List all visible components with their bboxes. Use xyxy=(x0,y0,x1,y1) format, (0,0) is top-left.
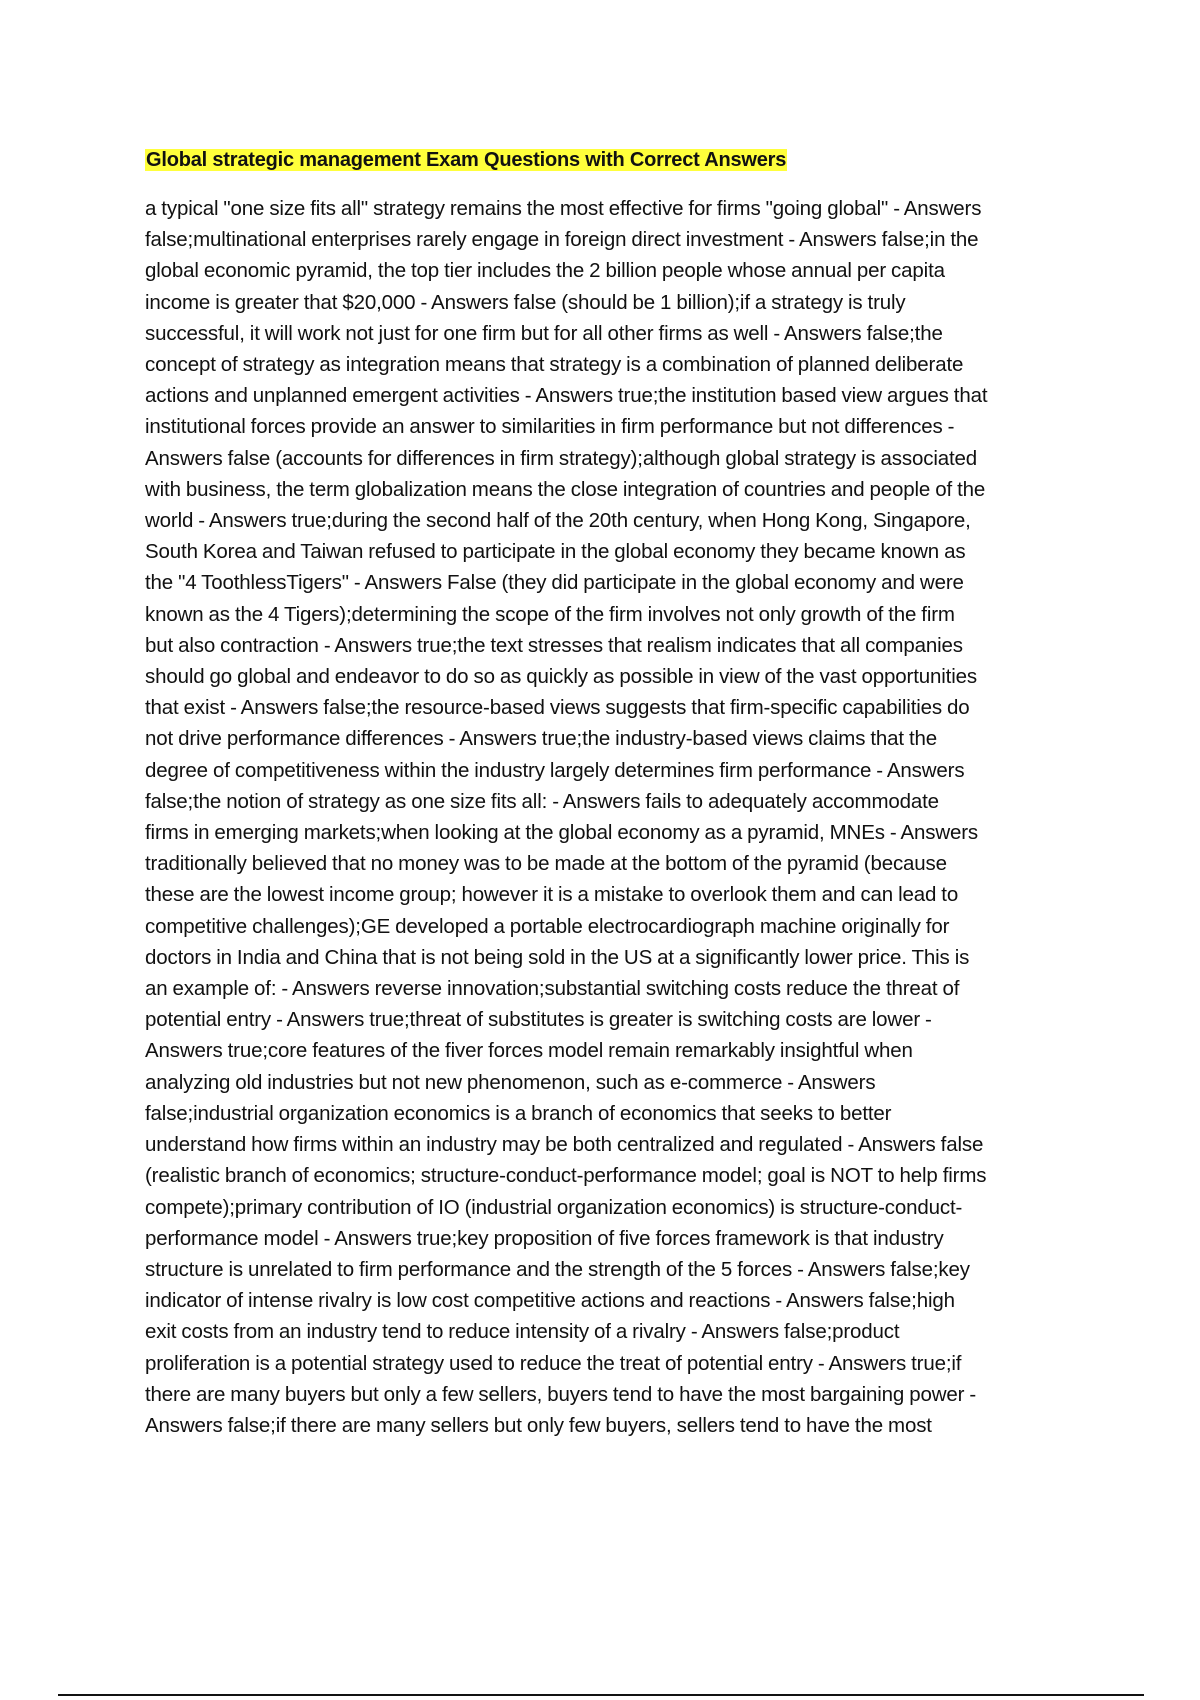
body-text-line: there are many buyers but only a few sellers, buyers tend to have the most bargaining power - xyxy=(145,1382,977,1406)
body-text-line: performance model - Answers true;key proposition of five forces framework is that industry xyxy=(145,1226,944,1250)
body-text-line: world - Answers true;during the second half of the 20th century, when Hong Kong, Singapore, xyxy=(145,509,971,533)
document-title: Global strategic management Exam Questions with Correct Answers xyxy=(146,149,787,171)
body-text-line: exit costs from an industry tend to reduce intensity of a rivalry - Answers false;product xyxy=(145,1320,900,1344)
title-container xyxy=(145,145,1085,175)
body-text-line: should go global and endeavor to do so as quickly as possible in view of the vast opportunities xyxy=(145,665,977,689)
body-text-line: Answers false (accounts for differences in firm strategy);although global strategy is associated xyxy=(145,446,978,470)
body-text-line: false;multinational enterprises rarely engage in foreign direct investment - Answers false;in the xyxy=(145,228,979,252)
body-text-line: Answers false;if there are many sellers but only few buyers, sellers tend to have the most xyxy=(145,1413,932,1437)
body-text-line: firms in emerging markets;when looking at the global economy as a pyramid, MNEs - Answers xyxy=(145,821,979,845)
body-text-line: traditionally believed that no money was to be made at the bottom of the pyramid (because xyxy=(145,852,947,876)
footer-divider xyxy=(58,1694,1144,1696)
body-text-line: analyzing old industries but not new phenomenon, such as e-commerce - Answers xyxy=(145,1070,876,1094)
body-text-line: compete);primary contribution of IO (industrial organization economics) is structure-conduct- xyxy=(145,1195,963,1219)
body-text-line: competitive challenges);GE developed a portable electrocardiograph machine originally for xyxy=(145,914,950,938)
body-text-line: income is greater that $20,000 - Answers false (should be 1 billion);if a strategy is truly xyxy=(145,290,906,314)
body-text-line: degree of competitiveness within the industry largely determines firm performance - Answers xyxy=(145,758,965,782)
body-text-line: these are the lowest income group; however it is a mistake to overlook them and can lead to xyxy=(145,883,959,907)
body-text-line: (realistic branch of economics; structure-conduct-performance model; goal is NOT to help firms xyxy=(145,1164,987,1188)
body-text-line: structure is unrelated to firm performance and the strength of the 5 forces - Answers false;key xyxy=(145,1257,970,1281)
body-text-line: institutional forces provide an answer to similarities in firm performance but not differences - xyxy=(145,415,955,439)
body-text-line: false;the notion of strategy as one size fits all: - Answers fails to adequately accommodate xyxy=(145,789,939,813)
body-text-line: global economic pyramid, the top tier includes the 2 billion people whose annual per capita xyxy=(145,259,945,283)
body-text-line: Answers true;core features of the fiver forces model remain remarkably insightful when xyxy=(145,1039,913,1063)
body-text-line: successful, it will work not just for one firm but for all other firms as well - Answers false;the xyxy=(145,321,943,345)
body-text-line: South Korea and Taiwan refused to participate in the global economy they became known as xyxy=(145,540,966,564)
body-text-line: not drive performance differences - Answers true;the industry-based views claims that the xyxy=(145,727,938,751)
body-text-line: a typical "one size fits all" strategy remains the most effective for firms "going global" - Answers xyxy=(145,197,982,220)
body-text-line: actions and unplanned emergent activities - Answers true;the institution based view argues that xyxy=(145,384,988,408)
body-text-line: the "4 ToothlessTigers" - Answers False (they did participate in the global economy and were xyxy=(145,571,964,595)
document-body xyxy=(145,193,1085,1441)
body-text-line: with business, the term globalization means the close integration of countries and people of the xyxy=(145,477,986,501)
body-text-line: concept of strategy as integration means that strategy is a combination of planned deliberate xyxy=(145,353,964,377)
body-text-line: known as the 4 Tigers);determining the scope of the firm involves not only growth of the firm xyxy=(145,602,955,626)
body-text-line: understand how firms within an industry may be both centralized and regulated - Answers false xyxy=(145,1133,984,1157)
body-text-line: doctors in India and China that is not being sold in the US at a significantly lower price. This is xyxy=(145,945,970,969)
body-text-line: proliferation is a potential strategy used to reduce the treat of potential entry - Answers true;if xyxy=(145,1351,962,1375)
body-text-line: that exist - Answers false;the resource-based views suggests that firm-specific capabilities do xyxy=(145,696,970,720)
body-text-line: indicator of intense rivalry is low cost competitive actions and reactions - Answers false;high xyxy=(145,1289,955,1313)
body-text-line: but also contraction - Answers true;the text stresses that realism indicates that all companies xyxy=(145,633,963,657)
body-text-line: false;industrial organization economics is a branch of economics that seeks to better xyxy=(145,1101,892,1125)
body-text-line: an example of: - Answers reverse innovation;substantial switching costs reduce the threat of xyxy=(145,977,960,1001)
body-text-line: potential entry - Answers true;threat of substitutes is greater is switching costs are lower - xyxy=(145,1008,932,1032)
